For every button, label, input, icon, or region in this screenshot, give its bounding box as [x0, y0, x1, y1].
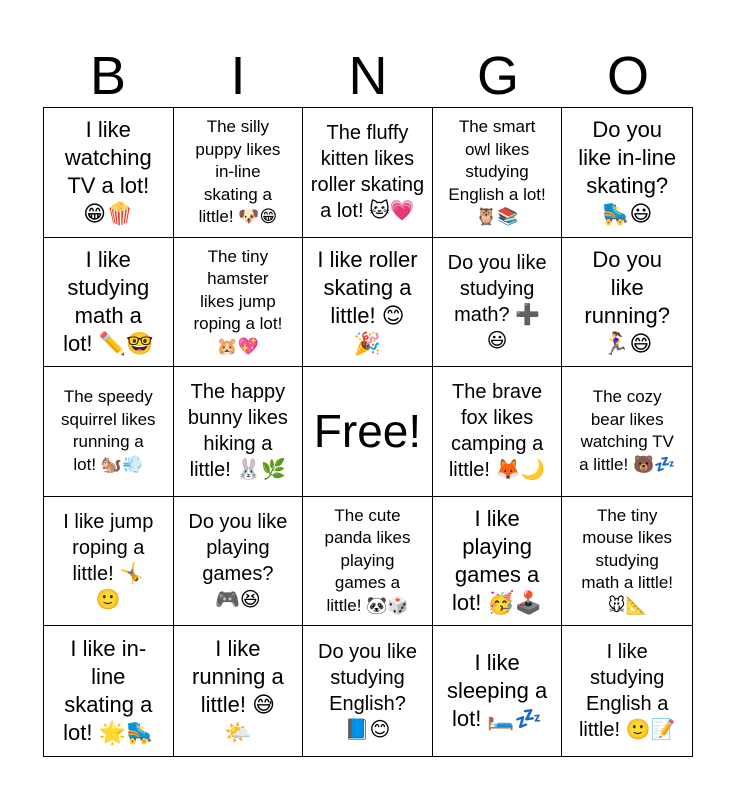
bingo-cell[interactable] — [562, 626, 692, 756]
cell-text: I like jump roping a little! 🤸 🙂 — [63, 511, 154, 612]
bingo-cell[interactable] — [303, 626, 433, 756]
cell-text: Do you like studying math? ➕ 😃 — [447, 251, 547, 352]
bingo-cell[interactable] — [433, 367, 563, 497]
bingo-cell[interactable] — [433, 626, 563, 756]
bingo-header — [43, 44, 693, 108]
bingo-cell[interactable] — [433, 238, 563, 368]
bingo-cell[interactable] — [174, 626, 304, 756]
bingo-cell[interactable] — [562, 367, 692, 497]
cell-text: The cute panda likes playing games a little! 🐼🎲 — [324, 505, 411, 615]
bingo-board — [43, 107, 693, 757]
bingo-cell[interactable] — [303, 238, 433, 368]
header-letter-b: B — [89, 46, 127, 106]
cell-text: The fluffy kitten likes roller skating a lot! 🐱💗 — [310, 122, 425, 223]
cell-text: I like roller skating a little! 😊 🎉 — [317, 246, 418, 356]
header-letter-g: G — [476, 46, 519, 106]
free-space-cell[interactable] — [303, 367, 433, 497]
cell-text: I like watching TV a lot! 😁🍿 — [64, 117, 152, 227]
header-letter-o: O — [606, 46, 649, 106]
cell-text: Do you like running? 🏃‍♀️😄 — [584, 246, 671, 356]
bingo-cell[interactable] — [562, 238, 692, 368]
header-letter-n: N — [348, 46, 388, 106]
cell-text: Do you like studying English? 📘😊 — [318, 641, 417, 742]
bingo-cell[interactable] — [303, 108, 433, 238]
free-space-label: Free! — [313, 405, 422, 458]
bingo-cell[interactable] — [44, 497, 174, 627]
cell-text: I like studying math a lot! ✏️🤓 — [63, 246, 154, 356]
cell-text: I like sleeping a lot! 🛏️💤 — [446, 650, 548, 732]
cell-text: The cozy bear likes watching TV a little! 🐻💤 — [579, 387, 676, 474]
cell-text: The happy bunny likes hiking a little! 🐰🌿 — [187, 381, 288, 482]
cell-text: The tiny hamster likes jump roping a lot! 🐹💖 — [193, 246, 283, 356]
cell-text: The speedy squirrel likes running a lot! 🐿️💨 — [61, 387, 156, 474]
bingo-cell[interactable] — [174, 497, 304, 627]
cell-text: I like studying English a little! 🙂📝 — [578, 641, 676, 742]
cell-text: I like playing games a lot! 🥳🕹️ — [451, 506, 543, 616]
bingo-cell[interactable] — [562, 497, 692, 627]
bingo-cell[interactable] — [174, 108, 304, 238]
cell-text: The smart owl likes studying English a lot! 🦉📚 — [448, 117, 546, 227]
cell-text: I like running a little! 😅 🌤️ — [192, 636, 284, 746]
bingo-cell[interactable] — [303, 497, 433, 627]
bingo-cell[interactable] — [44, 238, 174, 368]
cell-text: The tiny mouse likes studying math a little! 🐭📐 — [581, 505, 674, 615]
header-letter-i: I — [230, 46, 246, 106]
cell-text: Do you like playing games? 🎮😆 — [188, 511, 288, 612]
bingo-cell[interactable] — [562, 108, 692, 238]
bingo-cell[interactable] — [174, 367, 304, 497]
bingo-cell[interactable] — [433, 497, 563, 627]
cell-text: Do you like in-line skating? 🛼😃 — [578, 117, 677, 227]
bingo-cell[interactable] — [433, 108, 563, 238]
bingo-cell[interactable] — [174, 238, 304, 368]
cell-text: The silly puppy likes in-line skating a little! 🐶😁 — [195, 117, 281, 227]
bingo-cell[interactable] — [44, 108, 174, 238]
bingo-cell[interactable] — [44, 626, 174, 756]
bingo-cell[interactable] — [44, 367, 174, 497]
cell-text: The brave fox likes camping a little! 🦊🌙 — [448, 381, 546, 482]
cell-text: I like in- line skating a lot! 🌟🛼 — [63, 636, 154, 746]
